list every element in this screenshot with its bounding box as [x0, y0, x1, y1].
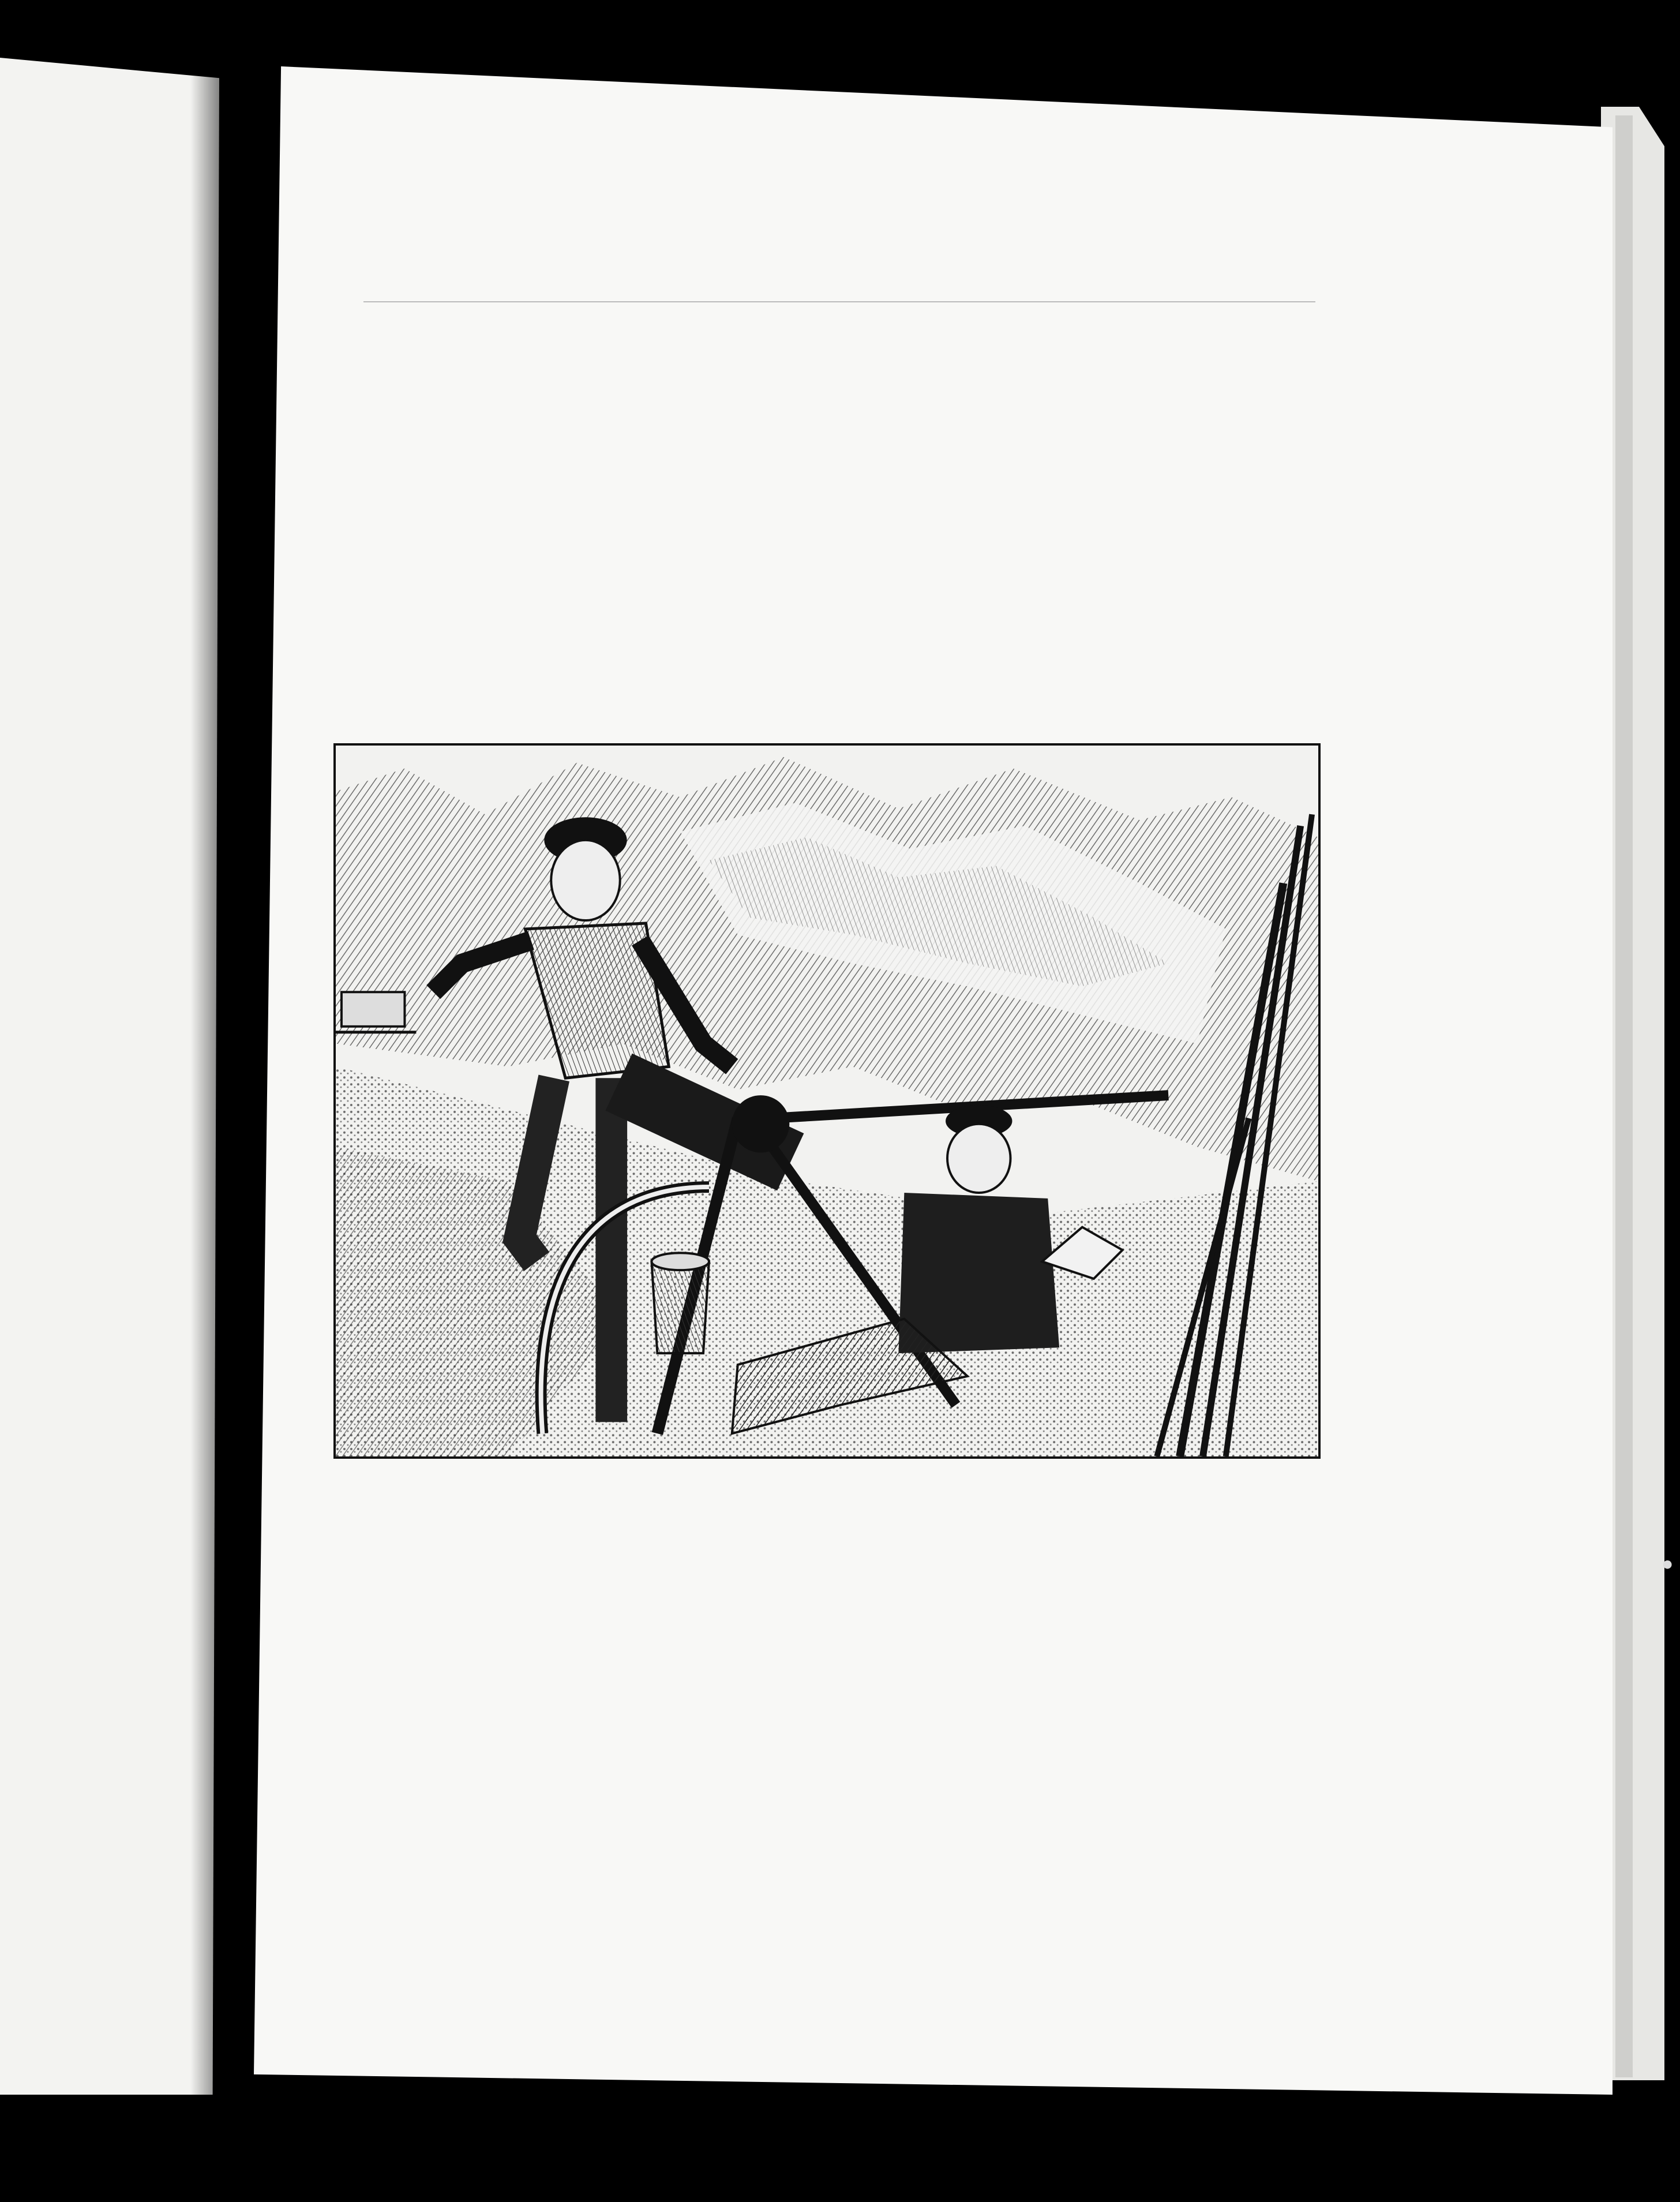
left-facing-page: [0, 58, 219, 2095]
gutter-shadow: [190, 63, 225, 2095]
engraving-illustration: [333, 743, 1321, 1459]
edge-speck: ●: [1662, 1553, 1674, 1575]
rock-drill-engraving: [336, 746, 1318, 1456]
header-rule: [363, 301, 1315, 302]
page-edge-shadow: [1615, 115, 1633, 2077]
